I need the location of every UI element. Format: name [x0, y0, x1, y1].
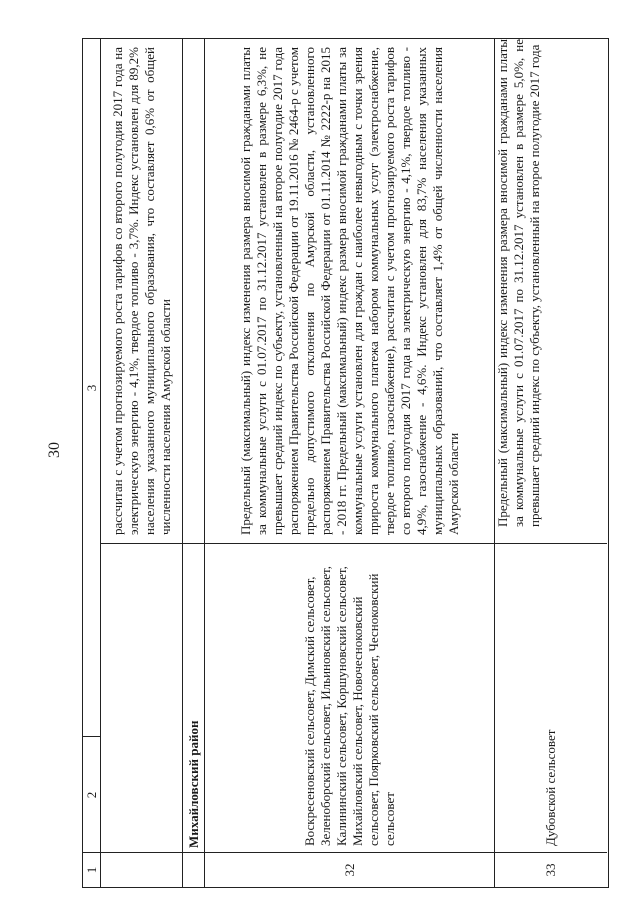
continuation-row	[101, 39, 183, 887]
continuation-text: рассчитан с учетом прогнозируемого роста тарифов со второго полугодия 2017 года на электрическую энергию - 4,1%, твердое топливо - 3,7%. Индекс установлен для 89,2% населения указанного муниципального образования, что составляет 0,6% от общей численности населения Амурской области	[109, 47, 173, 535]
header-col2: 2	[83, 791, 99, 798]
district-name: Михайловский район	[185, 720, 201, 848]
row-33-municipality: Дубовской сельсовет	[543, 729, 558, 846]
row-33-description: Предельный (максимальный) индекс изменения размера вносимой гражданами платы за коммунальные услуги с 01.07.2017 по 31.12.2017 установлен в размере 5,0%, не превышает средний индекс по субъекту, установленный на второе полугодие 2017 года	[495, 39, 542, 527]
table-row-32	[205, 39, 495, 887]
row-32-municipalities: Воскресеновский сельсовет, Димский сельсовет, Зеленоборский сельсовет, Ильиновский сельсовет, Калининский сельсовет, Коршуновский сельсовет, Михайловский сельсовет, Новочесноковский сельсовет, Поярковский сельсовет, Чесноковский сельсовет	[301, 566, 397, 846]
table-header-row	[83, 39, 101, 887]
header-col3: 3	[83, 384, 99, 391]
row-32-number: 32	[341, 863, 357, 877]
page-number: 30	[46, 442, 63, 458]
table-row-33	[495, 39, 607, 887]
document-table	[82, 38, 609, 888]
district-row	[183, 39, 205, 887]
header-col1: 1	[83, 866, 99, 874]
row-32-description: Предельный (максимальный) индекс изменения размера вносимой гражданами платы за коммунальные услуги с 01.07.2017 по 31.12.2017 установлен в размере 6,3%, не превышает средний индекс по субъекту, установленный на второе полугодие 2017 года распоряжением Правительства Российской Федерации от 19.11.2016 № 2464-р с учетом предельно допустимого отклонения по Амурской области, установленного распоряжением Правительства Российской Федерации от 01.11.2014 № 2222-р на 2015 - 2018 гг. Предельный (максимальный) индекс размера вносимой гражданами платы за коммунальные услуги установлен для граждан с наиболее невыгодным с точки зрения прироста коммунального платежа набором коммунальных услуг (электроснабжение, твердое топливо, газоснабжение), рассчитан с учетом прогнозируемого роста тарифов со второго полугодия 2017 года на электрическую энергию - 4,1%, твердое топливо - 4,9%, газоснабжение - 4,6%. Индекс установлен для 83,7% населения указанных муниципальных образований, что составляет 1,4% от общей численности населения Амурской области	[237, 47, 461, 535]
row-33-number: 33	[543, 863, 558, 877]
